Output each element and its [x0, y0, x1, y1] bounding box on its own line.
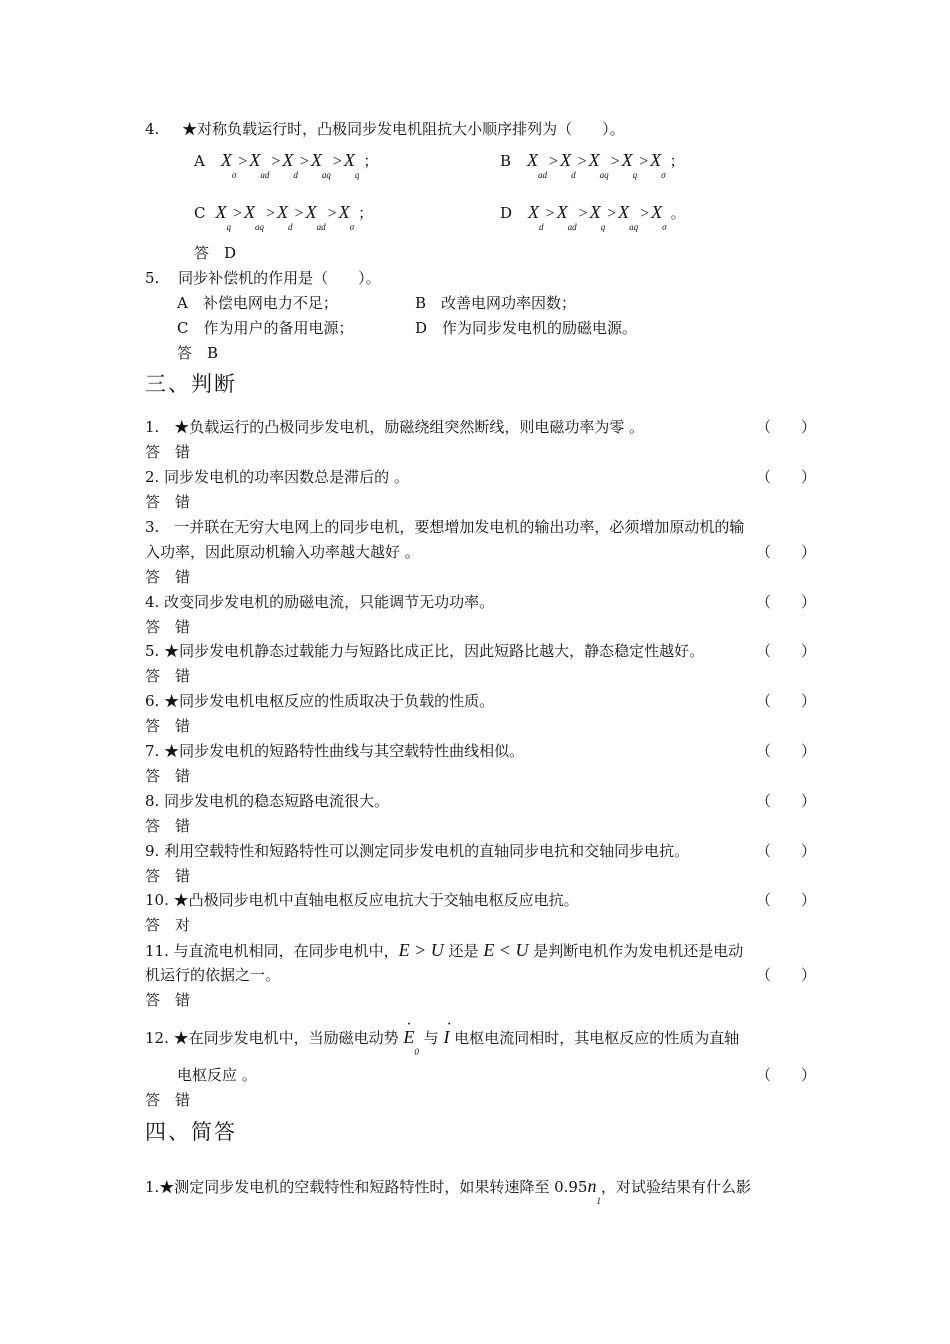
q5-option-a: A 补偿电网电力不足； — [177, 294, 338, 312]
judge-5-answer: 答 错 — [145, 667, 191, 685]
judge-3-text-line2: 入功率，因此原动机输入功率越大越好 。 — [145, 543, 420, 561]
judge-7-text: 7. ★同步发电机的短路特性曲线与其空载特性曲线相似。 — [145, 742, 525, 760]
q4-number: 4. — [145, 120, 160, 138]
judge-12-paren: （ ） — [756, 1066, 817, 1084]
judge-10-answer: 答 对 — [145, 916, 191, 934]
q4-option-a: A $X_\sigma> X_{ad}> X_d> X_{aq}> X_q$； — [194, 150, 379, 180]
judge-11-text: 11. 与直流电机相同，在同步电机中，E > U 还是 E < U 是判断电机作为发电机还是电动 — [145, 940, 744, 960]
judge-6-answer: 答 错 — [145, 717, 191, 735]
q5-answer: 答 B — [177, 344, 219, 362]
q4-answer: 答 D — [194, 244, 237, 262]
judge-6-text: 6. ★同步发电机电枢反应的性质取决于负载的性质。 — [145, 692, 495, 710]
judge-12-text: 12. ★在同步发电机中，当励磁电动势 · $E_0$ 与 · I 电枢电流同相时，其电枢反应的性质为直轴 — [145, 1027, 739, 1050]
judge-11-paren: （ ） — [756, 966, 817, 984]
judge-8-text: 8. 同步发电机的稳态短路电流很大。 — [145, 792, 390, 810]
judge-1-answer: 答 错 — [145, 443, 191, 461]
judge-2-text: 2. 同步发电机的功率因数总是滞后的 。 — [145, 468, 409, 486]
judge-4-paren: （ ） — [756, 593, 817, 611]
judge-10-paren: （ ） — [756, 891, 817, 909]
judge-9-text: 9. 利用空载特性和短路特性可以测定同步发电机的直轴同步电抗和交轴同步电抗。 — [145, 842, 690, 860]
math-e0-phasor: · E — [403, 1027, 414, 1047]
judge-2-paren: （ ） — [756, 468, 817, 486]
judge-8-paren: （ ） — [756, 792, 817, 810]
judge-3-paren: （ ） — [756, 543, 817, 561]
q4-option-b: B $X_{ad}> X_d> X_{aq}> X_q> X_\sigma$； — [500, 150, 685, 180]
q4-stem — [145, 119, 625, 139]
judge-4-answer: 答 错 — [145, 618, 191, 636]
brief-1-text: 1.★测定同步发电机的空载特性和短路特性时，如果转速降至 $0.95n_1$，对试验结果有什么影 — [145, 1176, 751, 1206]
judge-5-paren: （ ） — [756, 642, 817, 660]
section-heading-judge: 三、判断 — [145, 372, 237, 396]
judge-12-answer: 答 错 — [145, 1091, 191, 1109]
section-heading-brief: 四、简答 — [145, 1120, 237, 1144]
math-n1: n — [587, 1176, 597, 1196]
judge-12-text-line2: 电枢反应 。 — [177, 1066, 257, 1084]
judge-8-answer: 答 错 — [145, 817, 191, 835]
judge-7-paren: （ ） — [756, 742, 817, 760]
q5-stem — [145, 268, 381, 288]
judge-11-answer: 答 错 — [145, 991, 191, 1009]
q5-option-c: C 作为用户的备用电源； — [177, 319, 354, 337]
judge-9-paren: （ ） — [756, 842, 817, 860]
q5-text: 同步补偿机的作用是（ ）。 — [178, 269, 381, 287]
judge-5-text: 5. ★同步发电机静态过载能力与短路比成正比，因此短路比越大，静态稳定性越好。 — [145, 642, 705, 660]
judge-1-paren: （ ） — [756, 418, 817, 436]
judge-3-text: 3. 一并联在无穷大电网上的同步电机，要想增加发电机的输出功率，必须增加原动机的输 — [145, 518, 745, 536]
q4-option-c: C $X_q> X_{aq}> X_d> X_{ad}> X_\sigma$； — [194, 202, 374, 232]
q4-option-d: D $X_d> X_{ad}> X_q> X_{aq}> X_\sigma$。 — [500, 202, 686, 232]
judge-11-text-line2: 机运行的依据之一。 — [145, 966, 281, 984]
judge-3-answer: 答 错 — [145, 568, 191, 586]
math-e-gt-u: E > U — [398, 940, 444, 960]
judge-6-paren: （ ） — [756, 692, 817, 710]
math-i-phasor: · I — [443, 1027, 449, 1047]
judge-4-text: 4. 改变同步发电机的励磁电流，只能调节无功功率。 — [145, 593, 495, 611]
q5-option-d: D 作为同步发电机的励磁电源。 — [415, 319, 638, 337]
q5-option-b: B 改善电网功率因数； — [415, 294, 577, 312]
q5-number: 5. — [145, 269, 160, 287]
q4-text: ★对称负载运行时，凸极同步发电机阻抗大小顺序排列为（ ）。 — [182, 120, 625, 138]
judge-9-answer: 答 错 — [145, 867, 191, 885]
judge-2-answer: 答 错 — [145, 493, 191, 511]
judge-7-answer: 答 错 — [145, 767, 191, 785]
judge-1-text: 1. ★负载运行的凸极同步发电机，励磁绕组突然断线，则电磁功率为零 。 — [145, 418, 645, 436]
math-e-lt-u: E < U — [483, 940, 529, 960]
judge-10-text: 10. ★凸极同步电机中直轴电枢反应电抗大于交轴电枢反应电抗。 — [145, 891, 579, 909]
